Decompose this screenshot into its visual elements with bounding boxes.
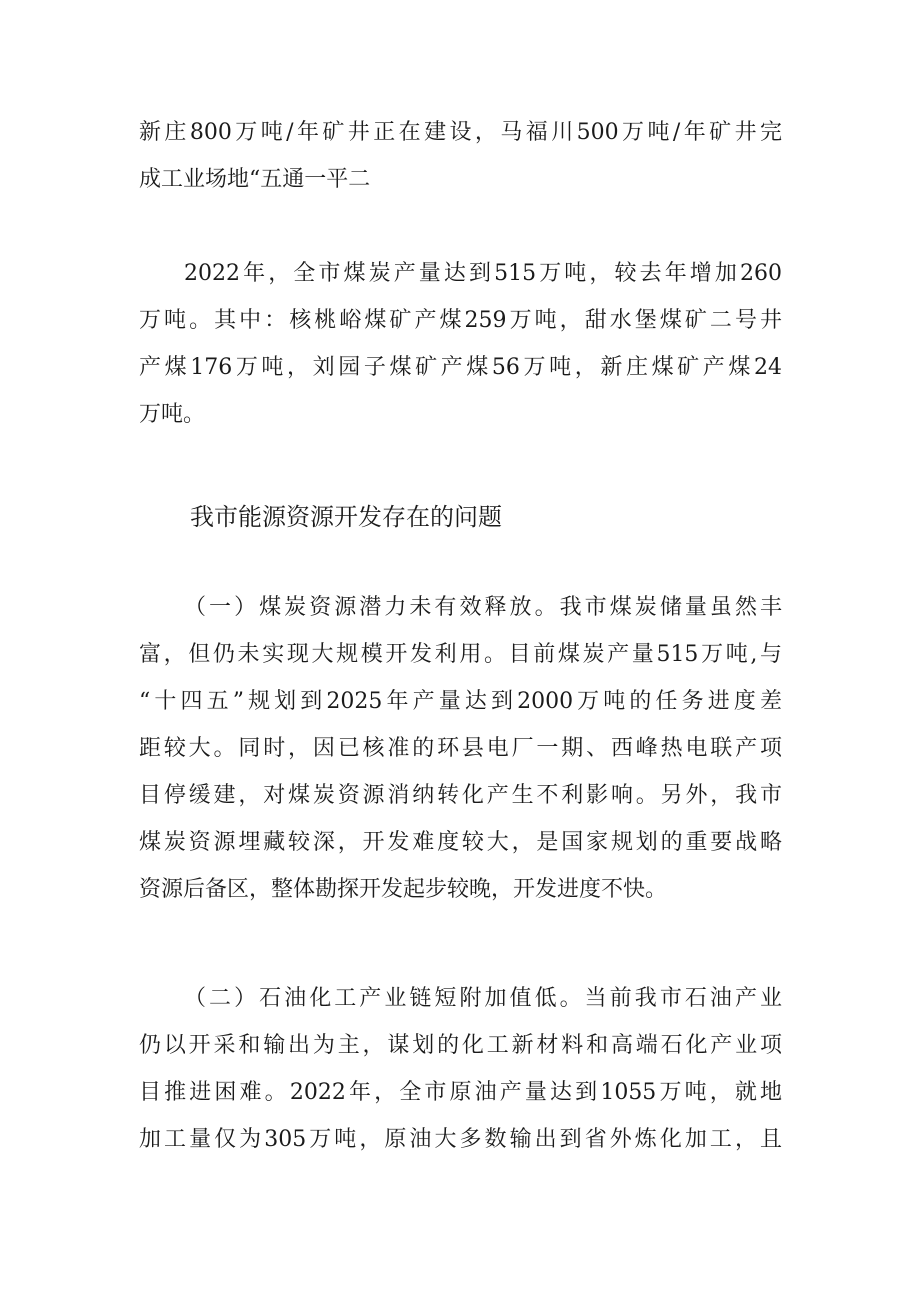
text-line: （一）煤炭资源潜力未有效释放。我市煤炭储量虽然丰 — [184, 595, 782, 620]
text-line: 资源后备区，整体勘探开发起步较晚，开发进度不快。 — [139, 877, 668, 902]
paragraph-mine-construction — [139, 109, 782, 203]
text-line: 万吨。其中：核桃峪煤矿产煤259万吨，甜水堡煤矿二号井 — [139, 308, 782, 333]
paragraph-petrochemical-chain — [139, 975, 782, 1163]
text-line: 目停缓建，对煤炭资源消纳转化产生不利影响。另外，我市 — [139, 783, 782, 808]
text-line: 目推进困难。2022年，全市原油产量达到1055万吨，就地 — [139, 1080, 782, 1105]
text-line: 富，但仍未实现大规模开发利用。目前煤炭产量515万吨,与 — [139, 642, 782, 667]
text-line: 加工量仅为305万吨，原油大多数输出到省外炼化加工，且 — [139, 1127, 782, 1152]
text-line: 成工业场地“五通一平二 — [139, 167, 371, 192]
text-line: 仍以开采和输出为主，谋划的化工新材料和高端石化产业项 — [139, 1033, 782, 1058]
text-line: （二）石油化工产业链短附加值低。当前我市石油产业 — [184, 986, 782, 1011]
text-line: 距较大。同时，因已核准的环县电厂一期、西峰热电联产项 — [139, 736, 782, 761]
text-line: 2022年，全市煤炭产量达到515万吨，较去年增加260 — [184, 261, 782, 286]
section-heading: 我市能源资源开发存在的问题 — [190, 503, 502, 531]
text-line: 产煤176万吨，刘园子煤矿产煤56万吨，新庄煤矿产煤24 — [139, 355, 782, 380]
text-line: 万吨。 — [139, 402, 206, 427]
text-line: 煤炭资源埋藏较深，开发难度较大，是国家规划的重要战略 — [139, 830, 782, 855]
text-line: 新庄800万吨/年矿井正在建设，马福川500万吨/年矿井完 — [139, 120, 782, 145]
paragraph-coal-output-2022 — [139, 250, 782, 438]
paragraph-coal-potential — [139, 584, 782, 913]
text-line: “十四五”规划到2025年产量达到2000万吨的任务进度差 — [139, 689, 782, 714]
